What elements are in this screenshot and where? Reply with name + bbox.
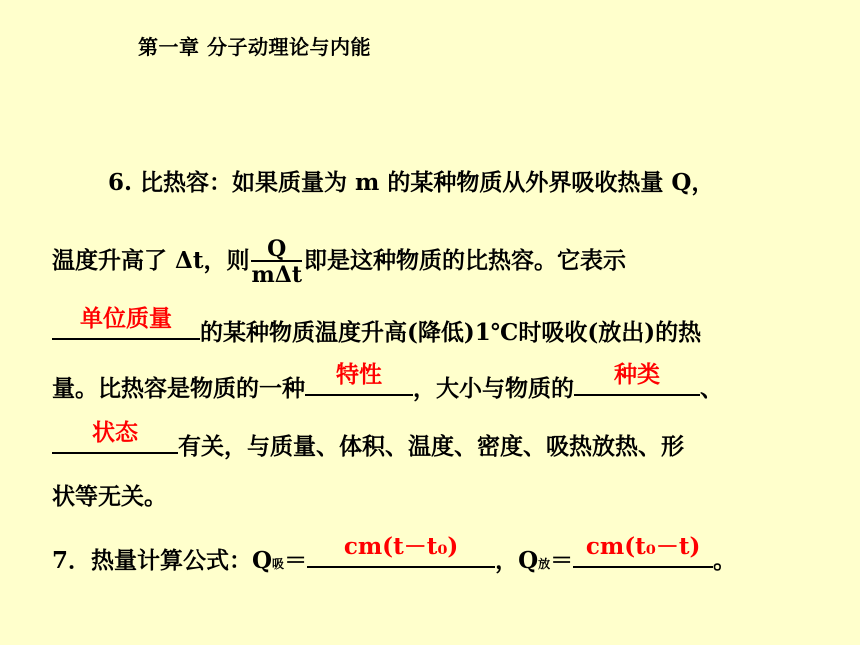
fraction-denominator: mΔt bbox=[251, 262, 302, 288]
item6-line3 bbox=[52, 305, 702, 348]
item6-line3-text: 的某种物质温度升高(降低)1℃时吸收(放出)的热 bbox=[200, 319, 702, 346]
item6-line4-end: 、 bbox=[700, 375, 723, 402]
item6-line6: 状等无关。 bbox=[52, 483, 167, 510]
item6-line2 bbox=[52, 238, 626, 286]
chapter-title: 第一章 分子动理论与内能 bbox=[138, 35, 371, 59]
item6-line1: 6. 比热容：如果质量为 m 的某种物质从外界吸收热量 Q， bbox=[108, 169, 715, 196]
answer-state: 状态 bbox=[92, 419, 138, 446]
specific-heat-fraction bbox=[251, 238, 302, 286]
item7-line bbox=[52, 533, 737, 579]
answer-heat-absorbed: cm(t－t₀) bbox=[343, 533, 459, 560]
absorb-subscript: 吸 bbox=[272, 557, 285, 571]
blank-1 bbox=[52, 305, 200, 340]
item6-line5-text: 有关，与质量、体积、温度、密度、吸热放热、形 bbox=[178, 433, 684, 460]
item6-line4 bbox=[52, 361, 723, 404]
answer-unit-mass: 单位质量 bbox=[80, 305, 172, 332]
blank-6 bbox=[573, 533, 713, 568]
equals-1: ＝ bbox=[284, 547, 308, 574]
item6-line4-mid: ，大小与物质的 bbox=[413, 375, 574, 402]
equals-2: ＝ bbox=[550, 547, 574, 574]
blank-4 bbox=[52, 419, 178, 454]
fraction-numerator: Q bbox=[251, 238, 302, 262]
item7-separator: ，Q bbox=[495, 547, 539, 574]
item6-line5 bbox=[52, 419, 684, 462]
release-subscript: 放 bbox=[538, 557, 551, 571]
answer-heat-released: cm(t₀－t) bbox=[585, 533, 701, 560]
blank-3 bbox=[574, 361, 700, 396]
item6-line2-end: 即是这种物质的比热容。它表示 bbox=[304, 247, 626, 274]
blank-5 bbox=[307, 533, 495, 568]
answer-property: 特性 bbox=[336, 361, 382, 388]
blank-2 bbox=[305, 361, 413, 396]
item7-end: 。 bbox=[713, 547, 737, 574]
item6-line4-start: 量。比热容是物质的一种 bbox=[52, 375, 305, 402]
item6-line2-start: 温度升高了 Δt，则 bbox=[52, 247, 250, 274]
answer-kind: 种类 bbox=[614, 361, 660, 388]
item7-prefix: 7．热量计算公式：Q bbox=[52, 547, 273, 574]
